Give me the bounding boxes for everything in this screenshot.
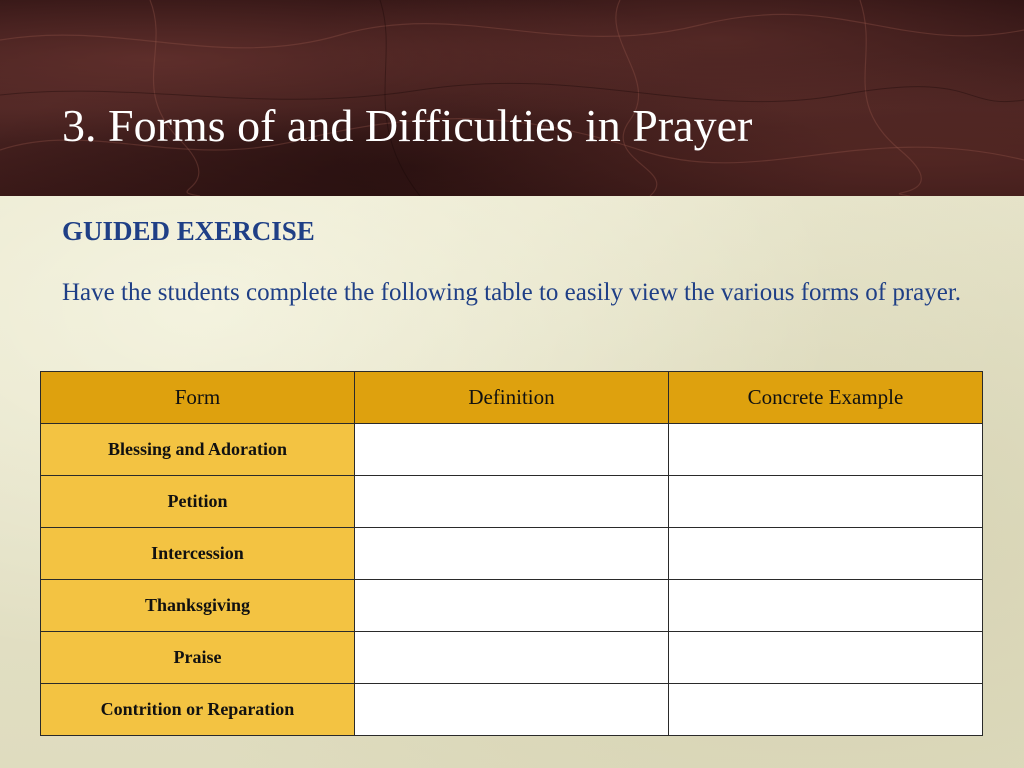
table-row [41, 580, 983, 632]
example-cell [669, 632, 983, 684]
column-header-form: Form [41, 372, 355, 424]
definition-cell [355, 528, 669, 580]
form-cell: Intercession [41, 528, 355, 580]
definition-cell [355, 684, 669, 736]
definition-cell [355, 424, 669, 476]
form-cell: Contrition or Reparation [41, 684, 355, 736]
example-cell [669, 684, 983, 736]
table-row [41, 476, 983, 528]
definition-cell [355, 632, 669, 684]
prayer-forms-table [40, 371, 983, 736]
definition-cell [355, 580, 669, 632]
form-cell: Thanksgiving [41, 580, 355, 632]
table-row [41, 632, 983, 684]
instruction-text: Have the students complete the following table to easily view the various forms of prayer. [62, 279, 962, 306]
example-cell [669, 476, 983, 528]
column-header-definition: Definition [355, 372, 669, 424]
table-row [41, 424, 983, 476]
example-cell [669, 424, 983, 476]
table-row [41, 528, 983, 580]
form-cell: Praise [41, 632, 355, 684]
slide-title: 3. Forms of and Difficulties in Prayer [62, 100, 753, 151]
table-row [41, 684, 983, 736]
section-subheading: GUIDED EXERCISE [62, 216, 315, 246]
table-header-row [41, 372, 983, 424]
definition-cell [355, 476, 669, 528]
example-cell [669, 528, 983, 580]
form-cell: Blessing and Adoration [41, 424, 355, 476]
column-header-concrete-example: Concrete Example [669, 372, 983, 424]
example-cell [669, 580, 983, 632]
form-cell: Petition [41, 476, 355, 528]
